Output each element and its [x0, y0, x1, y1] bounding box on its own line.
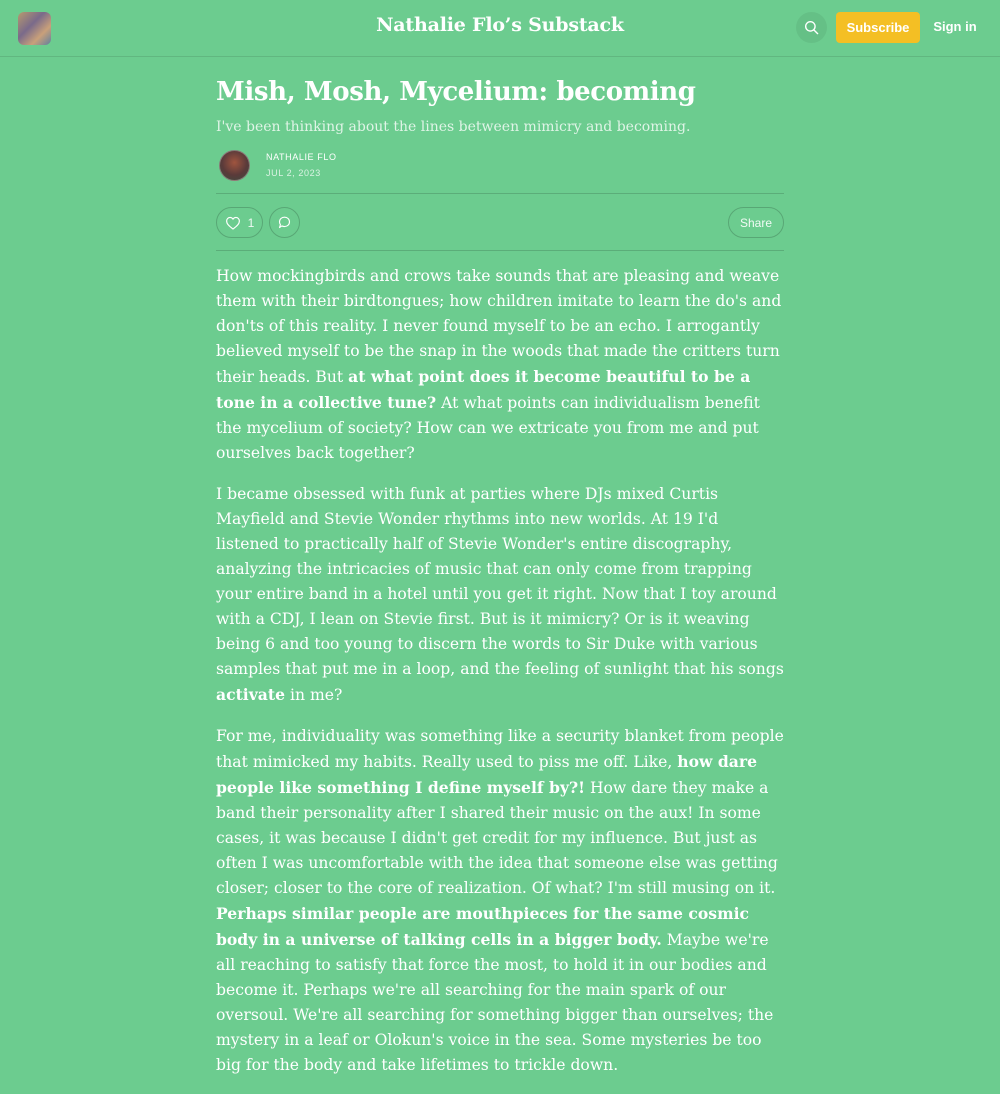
top-navigation-bar — [0, 0, 1000, 57]
post-subtitle: I've been thinking about the lines between mimicry and becoming. — [216, 119, 691, 135]
divider-bottom — [216, 250, 784, 251]
body-text: How dare they make a band their personality after I shared their music on the aux! In some cases, it was because I didn't get credit for my influence. But just as often I was uncomfortable with the idea that someone else was getting closer; closer to the core of realization. Of what? I'm still musing on it. — [216, 779, 778, 897]
search-icon — [804, 20, 819, 35]
author-name[interactable]: NATHALIE FLO — [266, 152, 337, 162]
body-paragraph — [216, 264, 784, 466]
subscribe-button[interactable]: Subscribe — [836, 12, 920, 43]
sign-in-link[interactable]: Sign in — [933, 19, 977, 34]
search-button[interactable] — [796, 12, 827, 43]
comment-icon — [277, 215, 292, 230]
body-paragraph — [216, 482, 784, 708]
author-avatar[interactable] — [219, 150, 250, 181]
comment-button[interactable] — [269, 207, 300, 238]
bold-text: Perhaps similar people are mouthpieces for the same cosmic body in a universe of talking cells in a bigger body. — [216, 904, 749, 949]
body-text: For me, individuality was something like a security blanket from people that mimicked my habits. Really used to piss me off. Like, — [216, 727, 784, 771]
body-text: Maybe we're all reaching to satisfy that force the most, to hold it in our bodies and become it. Perhaps we're all searching for the main spark of our oversoul. We're all searching for something bigger than ourselves; the mystery in a leaf or Olokun's voice in the sea. Some mysteries be too big for the body and take lifetimes to trickle down. — [216, 931, 774, 1074]
post-date: JUL 2, 2023 — [266, 168, 321, 178]
like-count: 1 — [247, 215, 255, 230]
heart-icon — [225, 216, 241, 230]
divider-top — [216, 193, 784, 194]
bold-text: at what point does it become beautiful to be a tone in a collective tune? — [216, 367, 751, 412]
bold-text: how dare people like something I define myself by?! — [216, 752, 758, 797]
body-paragraph — [216, 724, 784, 1078]
body-text: in me? — [285, 686, 343, 704]
body-text: At what points can individualism benefit the mycelium of society? How can we extricate you from me and put ourselves back together? — [216, 394, 760, 462]
share-button[interactable]: Share — [728, 207, 784, 238]
body-text: How mockingbirds and crows take sounds that are pleasing and weave them with their birdtongues; how children imitate to learn the do's and don'ts of this reality. I never found myself to be an echo. I arrogantly believed myself to be the snap in the woods that made the critters turn their heads. But — [216, 267, 782, 386]
publication-title[interactable]: Nathalie Flo’s Substack — [376, 14, 624, 36]
body-text: I became obsessed with funk at parties where DJs mixed Curtis Mayfield and Stevie Wonder rhythms into new worlds. At 19 I'd listened to practically half of Stevie Wonder's entire discography, analyzing the intricacies of music that can only come from trapping your entire band in a hotel until you get it right. Now that I toy around with a CDJ, I lean on Stevie first. But is it mimicry? Or is it weaving being 6 and too young to discern the words to Sir Duke with various samples that put me in a loop, and the feeling of sunlight that his songs — [216, 485, 784, 678]
bold-text: activate — [216, 685, 286, 704]
like-button[interactable] — [216, 207, 263, 238]
post-title: Mish, Mosh, Mycelium: becoming — [216, 77, 696, 107]
post-body — [216, 264, 784, 1094]
